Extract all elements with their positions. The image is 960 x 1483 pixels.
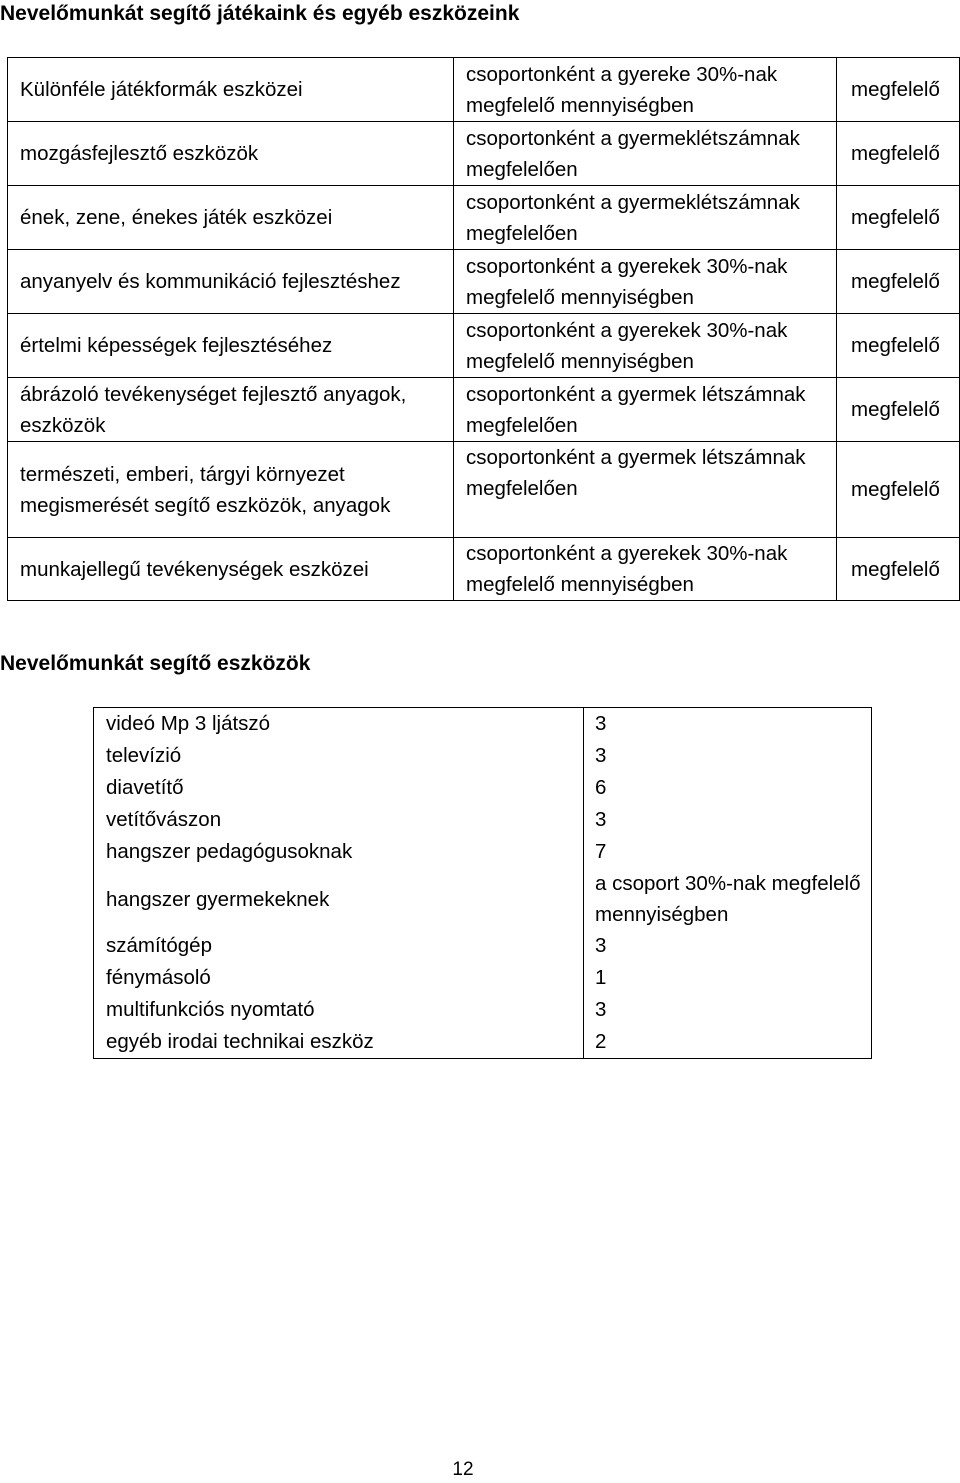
- item-quantity: 2: [595, 1030, 607, 1053]
- row-status: megfelelő: [837, 378, 960, 442]
- item-quantity: 3: [595, 934, 607, 957]
- tools-table: [93, 707, 872, 1059]
- table-row: [8, 314, 960, 378]
- item-name: vetítővászon: [94, 804, 584, 836]
- table-row: [94, 1026, 872, 1059]
- row-amount: csoportonként a gyermeklétszámnak megfelelően: [454, 186, 837, 250]
- table-row: [8, 378, 960, 442]
- item-quantity: 3: [595, 712, 607, 735]
- table-row: [94, 804, 872, 836]
- item-quantity: 1: [595, 966, 607, 989]
- item-name: hangszer gyermekeknek: [94, 868, 584, 930]
- table-row: [8, 538, 960, 601]
- table-row: [8, 122, 960, 186]
- item-quantity: a csoport 30%-nak megfelelő mennyiségben: [595, 872, 861, 926]
- table-row: [94, 994, 872, 1026]
- table-row: [8, 58, 960, 122]
- row-status: megfelelő: [837, 250, 960, 314]
- row-name: Különféle játékformák eszközei: [8, 58, 454, 122]
- row-name: ének, zene, énekes játék eszközei: [8, 186, 454, 250]
- row-name: mozgásfejlesztő eszközök: [8, 122, 454, 186]
- row-name: anyanyelv és kommunikáció fejlesztéshez: [8, 250, 454, 314]
- table-row: [94, 868, 872, 930]
- item-name: egyéb irodai technikai eszköz: [94, 1026, 584, 1059]
- row-status: megfelelő: [837, 538, 960, 601]
- table-row: [8, 442, 960, 538]
- table-row: [94, 740, 872, 772]
- page-number: 12: [452, 1459, 474, 1480]
- row-status: megfelelő: [837, 122, 960, 186]
- item-quantity: 3: [595, 998, 607, 1021]
- table-row: [94, 930, 872, 962]
- table-row: [8, 250, 960, 314]
- table-row: [94, 962, 872, 994]
- row-amount: csoportonként a gyermeklétszámnak megfelelően: [454, 122, 837, 186]
- row-amount: csoportonként a gyerekek 30%-nak megfelelő mennyiségben: [454, 250, 837, 314]
- item-name: fénymásoló: [94, 962, 584, 994]
- section-title-games: Nevelőmunkát segítő játékaink és egyéb eszközeink: [0, 2, 520, 25]
- row-name: ábrázoló tevékenységet fejlesztő anyagok, eszközök: [8, 378, 454, 442]
- row-amount: csoportonként a gyereke 30%-nak megfelelő mennyiségben: [454, 58, 837, 122]
- item-quantity: 3: [595, 808, 607, 831]
- row-status: megfelelő: [837, 442, 960, 538]
- table-row: [94, 708, 872, 741]
- row-name: természeti, emberi, tárgyi környezet megismerését segítő eszközök, anyagok: [8, 442, 454, 538]
- item-name: videó Mp 3 ljátszó: [94, 708, 584, 741]
- row-amount: csoportonként a gyermek létszámnak megfelelően: [454, 378, 837, 442]
- row-status: megfelelő: [837, 58, 960, 122]
- table-row: [94, 836, 872, 868]
- table-row: [8, 186, 960, 250]
- item-name: hangszer pedagógusoknak: [94, 836, 584, 868]
- section-title-tools: Nevelőmunkát segítő eszközök: [0, 652, 311, 675]
- row-status: megfelelő: [837, 314, 960, 378]
- item-quantity: 3: [595, 744, 607, 767]
- item-quantity: 6: [595, 776, 607, 799]
- item-name: televízió: [94, 740, 584, 772]
- row-amount: csoportonként a gyerekek 30%-nak megfelelő mennyiségben: [454, 314, 837, 378]
- item-name: multifunkciós nyomtató: [94, 994, 584, 1026]
- row-status: megfelelő: [837, 186, 960, 250]
- item-name: számítógép: [94, 930, 584, 962]
- row-amount: csoportonként a gyerekek 30%-nak megfelelő mennyiségben: [454, 538, 837, 601]
- games-equipment-table: [7, 57, 960, 601]
- row-name: értelmi képességek fejlesztéséhez: [8, 314, 454, 378]
- row-name: munkajellegű tevékenységek eszközei: [8, 538, 454, 601]
- table-row: [94, 772, 872, 804]
- item-name: diavetítő: [94, 772, 584, 804]
- item-quantity: 7: [595, 840, 607, 863]
- row-amount: csoportonként a gyermek létszámnak megfelelően: [454, 442, 837, 538]
